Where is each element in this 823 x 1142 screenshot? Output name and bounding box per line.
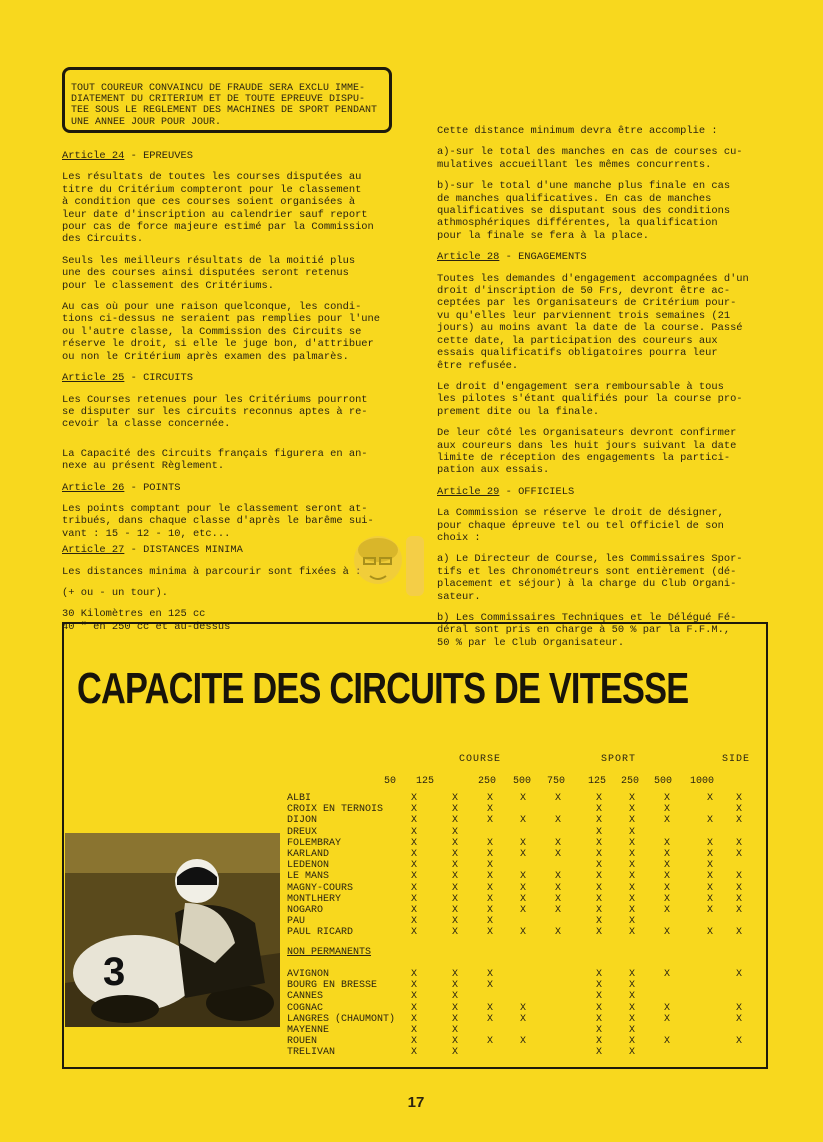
article-25-paragraph: Les Courses retenues pour les Critériums pourront se disputer sur les circuits reconnus aptes à re- cevoir la classe concernée. [62,393,368,431]
circuit-name: CANNES [287,991,324,1003]
capacity-mark: X [554,793,561,804]
capacity-mark: X [486,893,493,905]
group-sport-label: SPORT [601,754,637,765]
capacity-mark: X [628,1047,635,1059]
displacement-label: 500 [654,776,673,787]
capacity-mark: X [554,927,561,939]
circuit-name: LANGRES (CHAUMONT) [287,1013,396,1025]
list-item: a)-sur le total des manches en cas de courses cu- mulatives accueillant les mêmes concurrents. [437,146,743,171]
capacity-mark: X [410,871,417,883]
capacity-mark: X [628,980,635,992]
capacity-mark: X [486,882,493,894]
capacity-mark: X [706,849,713,860]
circuit-name: PAU [287,916,306,928]
displacement-label: 500 [513,776,532,787]
circuit-name: MAYENNE [287,1025,330,1036]
capacity-mark: X [486,905,493,916]
displacement-label: 250 [478,776,497,787]
capacity-mark: X [410,927,417,939]
article-28-paragraph: Toutes les demandes d'engagement accompagnées d'un droit d'inscription de 50 Frs, devront être ac- ceptées par les Organisateurs de Critérium pour- vu qu'elles leur parviennent trois semaines (21 jours) au moins avant la date de la course. Passé cette date, la participation des coureurs aux essais qualificatifs obligatoires pourra leur être refusée. [437,272,749,372]
capacity-mark: X [663,927,670,939]
article-28-paragraph: De leur côté les Organisateurs devront confirmer aux coureurs dans les huit jours suivant la date limite de réception des engagements la partici- pation aux essais. [437,427,737,477]
capacity-mark: X [706,837,713,849]
article-27-paragraph: (+ ou - un tour). [62,586,169,599]
article-26-title: - POINTS [124,481,181,494]
article-25-paragraph: La Capacité des Circuits français figurera en an- nexe au présent Règlement. [62,447,368,473]
capacity-mark: X [554,815,561,827]
article-26-paragraph: Les points comptant pour le classement seront at- tribués, dans chaque classe d'après le barême sui- vant : 15 - 12 - 10, etc... [62,502,374,540]
capacity-mark: X [410,860,417,872]
capacity-mark: X [451,893,458,905]
circuit-name: BOURG EN BRESSE [287,980,378,992]
capacity-mark: X [451,815,458,827]
capacity-mark: X [451,826,458,838]
displacement-label: 125 [588,776,607,787]
capacity-mark: X [595,916,602,928]
capacity-mark: X [451,882,458,894]
capacity-mark: X [519,1036,526,1048]
article-24-paragraph: Seuls les meilleurs résultats de la moitié plus une des courses ainsi disputées seront retenus pour le classement des Critériums. [62,254,356,292]
fraud-warning-box: TOUT COUREUR CONVAINCU DE FRAUDE SERA EXCLU IMME- DIATEMENT DU CRITERIUM ET DE TOUTE EPREUVE DISPU- TEE SOUS LE REGLEMENT DES MACHINES DE SPORT PENDANT UNE ANNEE JOUR POUR JOUR. [62,67,392,133]
list-item: a) Le Directeur de Course, les Commissaires Spor- tifs et les Chronométreurs sont entièrement (dé- placement et séjour) à la charge du Club Organi- sateur. [437,553,743,603]
capacity-mark: X [410,826,417,838]
capacity-mark: X [663,1036,670,1048]
capacity-mark: X [486,837,493,849]
article-28-paragraph: Le droit d'engagement sera remboursable à tous les pilotes s'étant qualifiés pour la course pro- prement dite ou la finale. [437,380,743,418]
capacity-mark: X [410,980,417,992]
capacity-mark: X [595,1047,602,1059]
capacity-mark: X [735,1036,742,1048]
right-column [437,125,767,658]
capacity-mark: X [595,815,602,827]
capacity-mark: X [628,1002,635,1014]
article-24-paragraph: Au cas où pour une raison quelconque, les condi- tions ci-dessus ne seraient pas remplies pour l'une ou l'autre classe, la Commission des Circuits se réserve le droit, si elle le juge bon, d'attribuer ou non le Critérium après examen des palmarès. [62,301,381,363]
capacity-mark: X [519,1013,526,1025]
capacity-mark: X [663,1002,670,1014]
capacity-mark: X [451,905,458,916]
capacity-mark: X [410,804,417,816]
capacity-mark: X [451,927,458,939]
capacity-mark: X [663,882,670,894]
capacity-mark: X [706,927,713,939]
capacity-mark: X [706,871,713,883]
capacity-mark: X [519,871,526,883]
capacity-mark: X [595,871,602,883]
capacity-mark: X [628,905,635,916]
circuit-name: KARLAND [287,849,330,860]
circuit-name: MAGNY-COURS [287,882,354,894]
capacity-mark: X [410,815,417,827]
distance-intro: Cette distance minimum devra être accomplie : [437,125,718,137]
article-28-heading [437,251,767,263]
capacity-mark: X [595,927,602,939]
capacity-mark: X [595,882,602,894]
capacity-mark: X [595,893,602,905]
capacity-mark: X [410,1002,417,1014]
capacity-mark: X [451,916,458,928]
capacity-mark: X [663,815,670,827]
capacity-mark: X [663,1013,670,1025]
capacity-mark: X [451,1047,458,1059]
capacity-mark: X [410,893,417,905]
article-25-number: Article 25 [62,372,125,385]
capacity-mark: X [628,860,635,872]
capacity-mark: X [663,849,670,860]
capacity-mark: X [519,927,526,939]
capacity-mark: X [735,849,742,860]
capacity-mark: X [410,1013,417,1025]
capacity-mark: X [663,860,670,872]
capacity-mark: X [519,1002,526,1014]
capacity-mark: X [735,815,742,827]
capacity-mark: X [451,1013,458,1025]
capacity-mark: X [486,793,493,804]
capacity-mark: X [735,871,742,883]
capacity-mark: X [486,804,493,816]
article-25-heading [62,372,392,384]
capacity-mark: X [486,1013,493,1025]
article-27-heading [62,544,392,556]
circuit-name: TRELIVAN [287,1047,336,1059]
capacity-mark: X [451,991,458,1003]
displacement-label: 750 [547,776,566,787]
capacity-mark: X [595,980,602,992]
capacity-mark: X [706,793,713,804]
capacity-mark: X [663,804,670,816]
capacity-mark: X [486,1002,493,1014]
capacity-mark: X [735,905,742,916]
list-item: b) Les Commissaires Techniques et le Délégué Fé- déral sont pris en charge à 50 % par la F.F.M., 50 % par le Club Organisateur. [437,612,737,649]
capacity-mark: X [519,793,526,804]
capacity-mark: X [735,837,742,849]
article-24-heading [62,150,392,162]
capacity-mark: X [486,849,493,860]
capacity-mark: X [628,793,635,804]
svg-text:3: 3 [103,950,126,994]
displacement-label: 250 [621,776,640,787]
capacity-mark: X [410,1036,417,1048]
capacity-mark: X [628,871,635,883]
capacity-mark: X [519,849,526,860]
capacity-mark: X [451,871,458,883]
capacity-mark: X [451,849,458,860]
capacity-mark: X [410,905,417,916]
displacement-label: 125 [416,776,435,787]
article-29-number: Article 29 [437,485,500,498]
capacity-mark: X [628,1036,635,1048]
capacity-mark: X [595,793,602,804]
capacity-mark: X [486,860,493,872]
capacity-mark: X [663,905,670,916]
group-course-label: COURSE [459,754,502,765]
circuit-name: AVIGNON [287,969,330,980]
capacity-mark: X [595,905,602,916]
capacity-mark: X [519,882,526,894]
capacity-mark: X [410,849,417,860]
capacity-mark: X [554,871,561,883]
capacity-mark: X [706,893,713,905]
capacity-mark: X [486,871,493,883]
capacity-mark: X [410,793,417,804]
capacity-mark: X [628,991,635,1003]
capacity-mark: X [735,893,742,905]
capacity-mark: X [519,837,526,849]
capacity-mark: X [410,1047,417,1059]
capacity-mark: X [451,969,458,980]
capacity-mark: X [451,1036,458,1048]
capacity-mark: X [706,905,713,916]
article-28-number: Article 28 [437,251,500,264]
capacity-mark: X [735,804,742,816]
capacity-mark: X [595,804,602,816]
capacity-mark: X [554,905,561,916]
page-number: 17 [407,1094,425,1111]
capacity-title: CAPACITE DES CIRCUITS DE VITESSE [77,664,689,713]
displacement-label: 1000 [690,776,715,787]
capacity-mark: X [595,1025,602,1036]
capacity-mark: X [735,1002,742,1014]
article-26-number: Article 26 [62,481,125,494]
capacity-mark: X [628,1025,635,1036]
capacity-mark: X [451,793,458,804]
capacity-mark: X [628,927,635,939]
capacity-mark: X [706,815,713,827]
capacity-mark: X [628,837,635,849]
circuit-name: COGNAC [287,1002,324,1014]
non-permanent-heading: NON PERMANENTS [287,947,372,958]
article-28-title: - ENGAGEMENTS [499,251,587,264]
article-27-distances: 30 Kilomètres en 125 cc 40 " en 250 cc et au-dessus [62,608,231,633]
capacity-mark: X [595,969,602,980]
circuit-name: DREUX [287,826,318,838]
circuit-name: ROUEN [287,1036,318,1048]
capacity-mark: X [735,927,742,939]
capacity-mark: X [410,882,417,894]
article-24-paragraph: Les résultats de toutes les courses disputées au titre du Critérium compteront pour le classement à condition que ces courses soient organisées à leur date d'inscription au calendrier sauf report pour cas de force majeure estimé par la Commission des Circuits. [62,171,374,246]
capacity-mark: X [451,980,458,992]
capacity-mark: X [410,969,417,980]
capacity-mark: X [628,849,635,860]
article-29-heading [437,486,767,498]
capacity-mark: X [486,1036,493,1048]
capacity-mark: X [451,1002,458,1014]
capacity-mark: X [486,980,493,992]
capacity-mark: X [486,927,493,939]
capacity-mark: X [663,837,670,849]
article-29-paragraph: La Commission se réserve le droit de désigner, pour chaque épreuve tel ou tel Officiel de son choix : [437,507,724,544]
circuit-name: LE MANS [287,871,330,883]
capacity-mark: X [628,815,635,827]
capacity-mark: X [410,916,417,928]
article-29-title: - OFFICIELS [499,485,575,498]
capacity-mark: X [410,1025,417,1036]
capacity-mark: X [519,815,526,827]
capacity-mark: X [519,893,526,905]
capacity-mark: X [595,1002,602,1014]
capacity-mark: X [735,969,742,980]
capacity-mark: X [451,860,458,872]
circuit-name: CROIX EN TERNOIS [287,804,384,816]
capacity-mark: X [519,905,526,916]
capacity-mark: X [595,991,602,1003]
article-25-title: - CIRCUITS [124,372,193,385]
capacity-mark: X [706,860,713,872]
capacity-mark: X [628,882,635,894]
capacity-mark: X [410,837,417,849]
circuit-name: NOGARO [287,905,324,916]
left-column [62,150,392,642]
capacity-mark: X [451,837,458,849]
circuit-name: DIJON [287,815,318,827]
group-side-label: SIDE [722,754,751,765]
capacity-mark: X [595,1013,602,1025]
motorcycle-rider-image [65,833,280,1027]
list-item: b)-sur le total d'une manche plus finale en cas de manches qualificatives. En cas de manches qualificatives se disputant sous des conditions athmosphériques différentes, la qualification pour la finale se fera à la place. [437,180,731,242]
capacity-mark: X [595,1036,602,1048]
circuit-name: LEDENON [287,860,330,872]
capacity-mark: X [595,849,602,860]
capacity-mark: X [663,893,670,905]
article-27-paragraph: Les distances minima à parcourir sont fixées à : [62,565,362,578]
capacity-mark: X [663,969,670,980]
article-27-title: - DISTANCES MINIMA [124,544,243,557]
capacity-mark: X [628,804,635,816]
article-27-number: Article 27 [62,544,125,557]
capacity-mark: X [486,969,493,980]
capacity-mark: X [486,916,493,928]
capacity-mark: X [595,826,602,838]
article-24-number: Article 24 [62,150,125,162]
capacity-mark: X [628,826,635,838]
capacity-mark: X [451,1025,458,1036]
capacity-mark: X [628,893,635,905]
article-24-title: - EPREUVES [124,150,193,162]
capacity-mark: X [554,837,561,849]
circuit-name: FOLEMBRAY [287,837,342,849]
article-26-heading [62,482,392,494]
capacity-mark: X [663,793,670,804]
capacity-mark: X [410,991,417,1003]
capacity-mark: X [735,882,742,894]
circuit-name: ALBI [287,793,312,804]
capacity-mark: X [554,849,561,860]
capacity-mark: X [554,893,561,905]
capacity-mark: X [735,1013,742,1025]
circuit-name: MONTLHERY [287,893,342,905]
displacement-label: 50 [384,776,397,787]
circuit-name: PAUL RICARD [287,927,354,939]
capacity-mark: X [628,916,635,928]
capacity-mark: X [706,882,713,894]
capacity-mark: X [595,860,602,872]
capacity-mark: X [663,871,670,883]
capacity-mark: X [451,804,458,816]
capacity-mark: X [735,793,742,804]
watermark-portrait-image [344,520,436,612]
capacity-mark: X [628,1013,635,1025]
capacity-mark: X [628,969,635,980]
capacity-mark: X [595,837,602,849]
capacity-mark: X [554,882,561,894]
capacity-mark: X [486,815,493,827]
